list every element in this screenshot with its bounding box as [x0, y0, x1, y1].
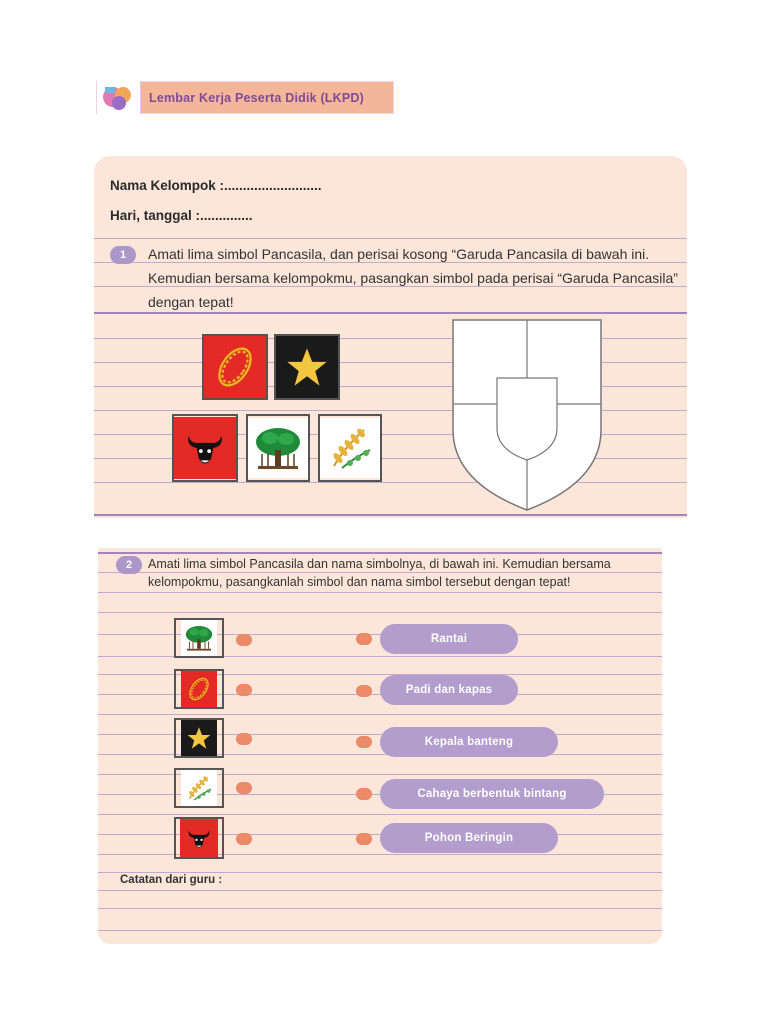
- match-symbol-banyan-tree-icon[interactable]: [174, 618, 224, 658]
- banyan-tree-icon[interactable]: [246, 414, 310, 482]
- star-icon[interactable]: [274, 334, 340, 400]
- left-connector-dot[interactable]: [236, 833, 252, 845]
- right-connector-dot[interactable]: [356, 736, 372, 748]
- task2-number: 2: [116, 556, 142, 574]
- match-symbol-star-icon[interactable]: [174, 718, 224, 758]
- right-connector-dot[interactable]: [356, 833, 372, 845]
- garuda-shield[interactable]: [449, 318, 605, 512]
- right-connector-dot[interactable]: [356, 633, 372, 645]
- right-connector-dot[interactable]: [356, 788, 372, 800]
- symbol-name-cahaya-bintang[interactable]: Cahaya berbentuk bintang: [380, 779, 604, 809]
- symbol-name-kepala-banteng[interactable]: Kepala banteng: [380, 727, 558, 757]
- teacher-notes-label: Catatan dari guru :: [120, 874, 223, 886]
- lkpd-title: Lembar Kerja Peserta Didik (LKPD): [149, 90, 364, 105]
- chain-icon[interactable]: [202, 334, 268, 400]
- lkpd-logo-icon: [97, 81, 141, 114]
- left-connector-dot[interactable]: [236, 684, 252, 696]
- left-connector-dot[interactable]: [236, 733, 252, 745]
- symbol-name-pohon-beringin[interactable]: Pohon Beringin: [380, 823, 558, 853]
- left-connector-dot[interactable]: [236, 782, 252, 794]
- task2-card: [98, 548, 662, 944]
- lkpd-header: [96, 81, 394, 114]
- task1-instruction: Amati lima simbol Pancasila, dan perisai kosong “Garuda Pancasila di bawah ini. Kemudian bersama kelompokmu, pasangkan simbol pada perisai “Garuda Pancasila” dengan tepat!: [148, 246, 678, 310]
- match-symbol-chain-icon[interactable]: [174, 669, 224, 709]
- rice-cotton-icon[interactable]: [318, 414, 382, 482]
- day-date-field[interactable]: Hari, tanggal :..............: [110, 208, 253, 223]
- right-connector-dot[interactable]: [356, 685, 372, 697]
- bull-head-icon[interactable]: [172, 414, 238, 482]
- task1-number: 1: [110, 246, 136, 264]
- symbol-name-rantai[interactable]: Rantai: [380, 624, 518, 654]
- symbol-name-padi-kapas[interactable]: Padi dan kapas: [380, 675, 518, 705]
- match-symbol-rice-cotton-icon[interactable]: [174, 768, 224, 808]
- task1-card: [94, 156, 687, 518]
- group-name-field[interactable]: Nama Kelompok :..........................: [110, 178, 322, 193]
- match-symbol-bull-head-icon[interactable]: [174, 817, 224, 859]
- task2-instruction: Amati lima simbol Pancasila dan nama simbolnya, di bawah ini. Kemudian bersama kelompokmu, pasangkanlah simbol dan nama simbol tersebut dengan tepat!: [148, 557, 611, 589]
- left-connector-dot[interactable]: [236, 634, 252, 646]
